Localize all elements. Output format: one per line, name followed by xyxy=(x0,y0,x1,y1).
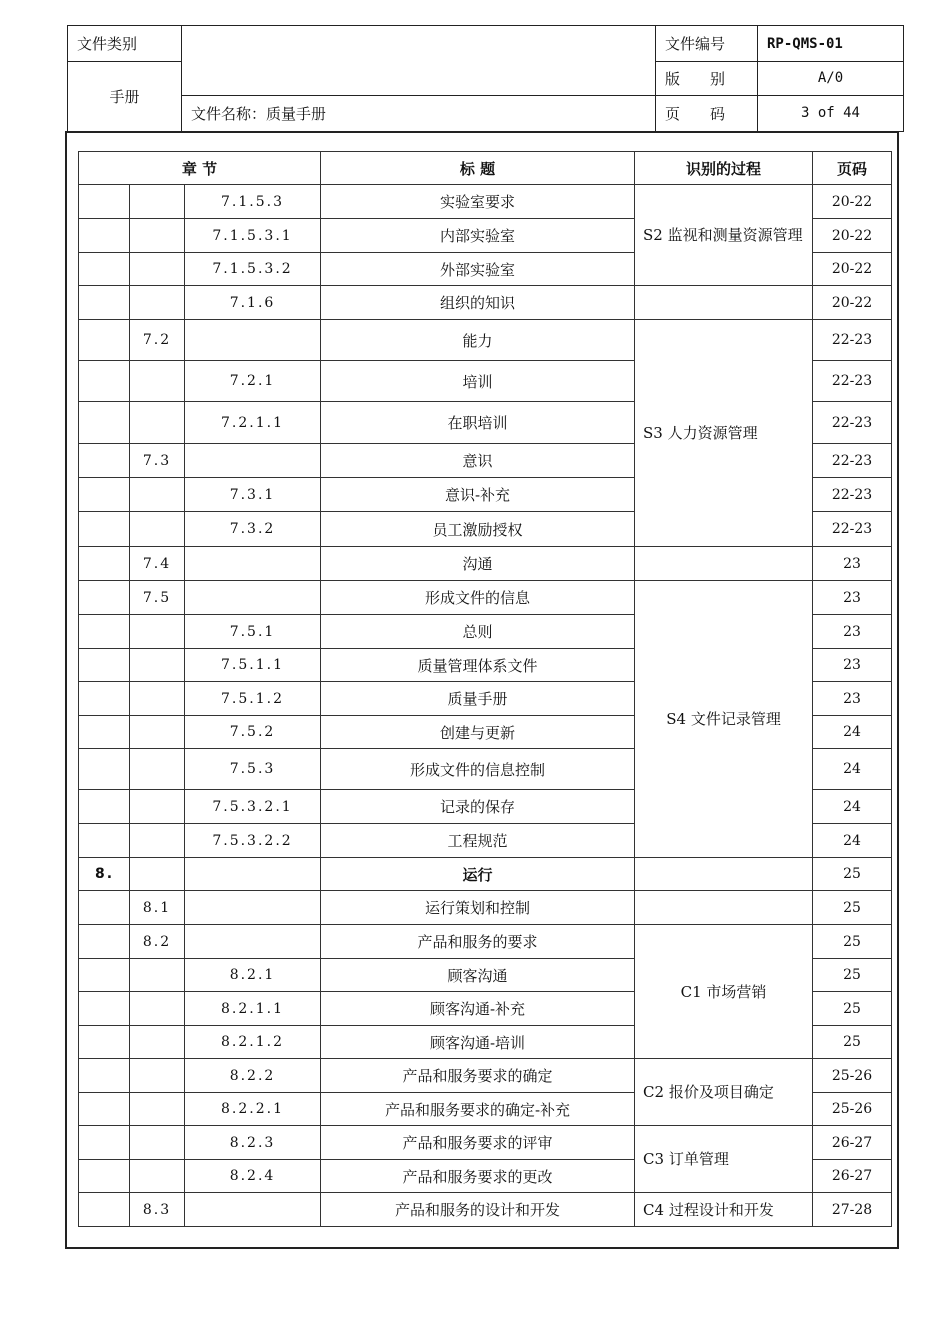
toc-row xyxy=(79,320,892,361)
process-cell: C3 订单管理 xyxy=(635,1126,813,1193)
page-number: 24 xyxy=(813,749,892,790)
toc-table xyxy=(78,151,892,1227)
section-level3: 7.5.2 xyxy=(185,716,321,749)
section-level1 xyxy=(79,1193,130,1227)
section-level2 xyxy=(130,1059,185,1093)
section-level2 xyxy=(130,1160,185,1193)
page-number: 23 xyxy=(813,615,892,649)
page-number: 23 xyxy=(813,581,892,615)
toc-row xyxy=(79,581,892,615)
doc-name: 文件名称：质量手册 xyxy=(182,95,656,131)
section-level2 xyxy=(130,512,185,547)
section-title: 产品和服务要求的确定-补充 xyxy=(321,1093,635,1126)
section-level2 xyxy=(130,185,185,219)
page-value: 3 of 44 xyxy=(758,95,904,131)
section-level1 xyxy=(79,959,130,992)
section-level1 xyxy=(79,402,130,444)
section-level3: 7.1.5.3.2 xyxy=(185,253,321,286)
section-level3: 7.1.5.3 xyxy=(185,185,321,219)
page-number: 25 xyxy=(813,891,892,925)
section-level3 xyxy=(185,547,321,581)
section-title: 产品和服务要求的评审 xyxy=(321,1126,635,1160)
section-level1 xyxy=(79,992,130,1026)
page-number: 22-23 xyxy=(813,320,892,361)
process-cell: S3 人力资源管理 xyxy=(635,320,813,547)
section-level1 xyxy=(79,1093,130,1126)
section-level3 xyxy=(185,858,321,891)
col-header-page: 页码 xyxy=(813,152,892,185)
toc-row xyxy=(79,547,892,581)
section-level2 xyxy=(130,959,185,992)
section-level3: 8.2.4 xyxy=(185,1160,321,1193)
section-level1 xyxy=(79,891,130,925)
section-title: 质量管理体系文件 xyxy=(321,649,635,682)
section-level3: 7.5.3.2.1 xyxy=(185,790,321,824)
section-level2: 7.3 xyxy=(130,444,185,478)
section-level2 xyxy=(130,682,185,716)
section-level3: 8.2.1.1 xyxy=(185,992,321,1026)
page-number: 26-27 xyxy=(813,1126,892,1160)
toc-row xyxy=(79,1059,892,1093)
section-title: 实验室要求 xyxy=(321,185,635,219)
page-number: 24 xyxy=(813,716,892,749)
section-level2: 7.2 xyxy=(130,320,185,361)
section-level2: 7.4 xyxy=(130,547,185,581)
section-level2 xyxy=(130,992,185,1026)
page-number: 27-28 xyxy=(813,1193,892,1227)
section-level3: 8.2.2 xyxy=(185,1059,321,1093)
page-number: 25 xyxy=(813,959,892,992)
toc-row xyxy=(79,925,892,959)
section-title: 组织的知识 xyxy=(321,286,635,320)
page-number: 20-22 xyxy=(813,286,892,320)
section-level2 xyxy=(130,1126,185,1160)
section-level1 xyxy=(79,185,130,219)
col-header-title: 标 题 xyxy=(321,152,635,185)
page-number: 26-27 xyxy=(813,1160,892,1193)
section-level3: 7.5.3 xyxy=(185,749,321,790)
section-level2 xyxy=(130,219,185,253)
page-number: 24 xyxy=(813,824,892,858)
section-level2: 8.2 xyxy=(130,925,185,959)
page-number: 22-23 xyxy=(813,361,892,402)
section-title: 沟通 xyxy=(321,547,635,581)
document-header xyxy=(67,25,904,132)
process-cell xyxy=(635,286,813,320)
section-level3: 7.5.1.1 xyxy=(185,649,321,682)
section-title: 顾客沟通-补充 xyxy=(321,992,635,1026)
section-level1 xyxy=(79,253,130,286)
section-title: 产品和服务要求的确定 xyxy=(321,1059,635,1093)
section-level1 xyxy=(79,682,130,716)
section-title: 意识 xyxy=(321,444,635,478)
process-cell xyxy=(635,858,813,891)
toc-row xyxy=(79,858,892,891)
page-number: 22-23 xyxy=(813,512,892,547)
section-level1 xyxy=(79,824,130,858)
page-number: 20-22 xyxy=(813,253,892,286)
header-blank xyxy=(182,26,656,96)
section-title: 能力 xyxy=(321,320,635,361)
page-label: 页 码 xyxy=(656,95,758,131)
page-number: 22-23 xyxy=(813,444,892,478)
section-title: 形成文件的信息控制 xyxy=(321,749,635,790)
section-title: 外部实验室 xyxy=(321,253,635,286)
section-level3: 8.2.1.2 xyxy=(185,1026,321,1059)
section-title: 顾客沟通 xyxy=(321,959,635,992)
section-title: 运行策划和控制 xyxy=(321,891,635,925)
category-value: 手册 xyxy=(68,62,182,132)
section-level1 xyxy=(79,219,130,253)
section-level3: 7.2.1.1 xyxy=(185,402,321,444)
section-level1 xyxy=(79,649,130,682)
section-level1 xyxy=(79,925,130,959)
section-level3: 7.5.1.2 xyxy=(185,682,321,716)
page-number: 25 xyxy=(813,1026,892,1059)
page-number: 23 xyxy=(813,649,892,682)
section-level2 xyxy=(130,858,185,891)
col-header-process: 识别的过程 xyxy=(635,152,813,185)
section-level1 xyxy=(79,1059,130,1093)
section-level1 xyxy=(79,361,130,402)
section-level1 xyxy=(79,615,130,649)
version-value: A/0 xyxy=(758,62,904,95)
section-level2 xyxy=(130,402,185,444)
page-number: 25 xyxy=(813,925,892,959)
section-level2 xyxy=(130,749,185,790)
section-level1 xyxy=(79,444,130,478)
section-level3 xyxy=(185,891,321,925)
page-number: 20-22 xyxy=(813,185,892,219)
section-level3: 8.2.2.1 xyxy=(185,1093,321,1126)
page-number: 25-26 xyxy=(813,1093,892,1126)
section-level2 xyxy=(130,478,185,512)
section-level2 xyxy=(130,824,185,858)
section-title: 在职培训 xyxy=(321,402,635,444)
section-title: 总则 xyxy=(321,615,635,649)
section-level2: 8.1 xyxy=(130,891,185,925)
section-level1 xyxy=(79,1160,130,1193)
process-cell: S2 监视和测量资源管理 xyxy=(635,185,813,286)
section-level2 xyxy=(130,286,185,320)
section-level1 xyxy=(79,1026,130,1059)
section-title: 形成文件的信息 xyxy=(321,581,635,615)
toc-row xyxy=(79,185,892,219)
section-level2: 7.5 xyxy=(130,581,185,615)
section-level3: 8.2.3 xyxy=(185,1126,321,1160)
section-title: 质量手册 xyxy=(321,682,635,716)
section-title: 产品和服务要求的更改 xyxy=(321,1160,635,1193)
doc-number-label: 文件编号 xyxy=(656,26,758,62)
toc-body xyxy=(79,185,892,1227)
section-level2: 8.3 xyxy=(130,1193,185,1227)
section-level1 xyxy=(79,1126,130,1160)
section-level2 xyxy=(130,253,185,286)
section-level3: 7.5.1 xyxy=(185,615,321,649)
section-level3 xyxy=(185,581,321,615)
page-number: 25 xyxy=(813,992,892,1026)
section-level3: 7.5.3.2.2 xyxy=(185,824,321,858)
section-level2 xyxy=(130,615,185,649)
section-level3: 7.3.1 xyxy=(185,478,321,512)
section-level1 xyxy=(79,286,130,320)
section-level2 xyxy=(130,361,185,402)
section-level1 xyxy=(79,749,130,790)
section-title: 产品和服务的要求 xyxy=(321,925,635,959)
section-level3: 7.3.2 xyxy=(185,512,321,547)
section-level1: 8. xyxy=(79,858,130,891)
category-label: 文件类别 xyxy=(68,26,182,62)
page-number: 23 xyxy=(813,547,892,581)
page-number: 22-23 xyxy=(813,402,892,444)
section-title: 产品和服务的设计和开发 xyxy=(321,1193,635,1227)
section-level2 xyxy=(130,790,185,824)
toc-row xyxy=(79,286,892,320)
section-level1 xyxy=(79,320,130,361)
section-title: 工程规范 xyxy=(321,824,635,858)
toc-row xyxy=(79,891,892,925)
toc-row xyxy=(79,1126,892,1160)
section-level3 xyxy=(185,320,321,361)
process-cell xyxy=(635,547,813,581)
page-number: 25 xyxy=(813,858,892,891)
page-number: 22-23 xyxy=(813,478,892,512)
section-title: 记录的保存 xyxy=(321,790,635,824)
section-level2 xyxy=(130,1093,185,1126)
section-level1 xyxy=(79,478,130,512)
process-cell: S4 文件记录管理 xyxy=(635,581,813,858)
section-level1 xyxy=(79,790,130,824)
section-level2 xyxy=(130,1026,185,1059)
page-number: 25-26 xyxy=(813,1059,892,1093)
section-level1 xyxy=(79,547,130,581)
process-cell: C4 过程设计和开发 xyxy=(635,1193,813,1227)
section-title: 培训 xyxy=(321,361,635,402)
section-title: 运行 xyxy=(321,858,635,891)
section-level3 xyxy=(185,444,321,478)
section-level3 xyxy=(185,925,321,959)
page-number: 20-22 xyxy=(813,219,892,253)
section-level3: 7.2.1 xyxy=(185,361,321,402)
col-header-section: 章 节 xyxy=(79,152,321,185)
section-title: 员工激励授权 xyxy=(321,512,635,547)
page-number: 24 xyxy=(813,790,892,824)
section-level1 xyxy=(79,512,130,547)
toc-row xyxy=(79,1193,892,1227)
section-level3: 8.2.1 xyxy=(185,959,321,992)
section-level3 xyxy=(185,1193,321,1227)
process-cell xyxy=(635,891,813,925)
section-level3: 7.1.6 xyxy=(185,286,321,320)
section-title: 创建与更新 xyxy=(321,716,635,749)
section-level3: 7.1.5.3.1 xyxy=(185,219,321,253)
section-level1 xyxy=(79,716,130,749)
doc-number-value: RP-QMS-01 xyxy=(758,26,904,62)
section-level1 xyxy=(79,581,130,615)
version-label: 版 别 xyxy=(656,62,758,95)
process-cell: C2 报价及项目确定 xyxy=(635,1059,813,1126)
section-level2 xyxy=(130,649,185,682)
section-title: 意识-补充 xyxy=(321,478,635,512)
page-number: 23 xyxy=(813,682,892,716)
section-level2 xyxy=(130,716,185,749)
process-cell: C1 市场营销 xyxy=(635,925,813,1059)
section-title: 内部实验室 xyxy=(321,219,635,253)
section-title: 顾客沟通-培训 xyxy=(321,1026,635,1059)
